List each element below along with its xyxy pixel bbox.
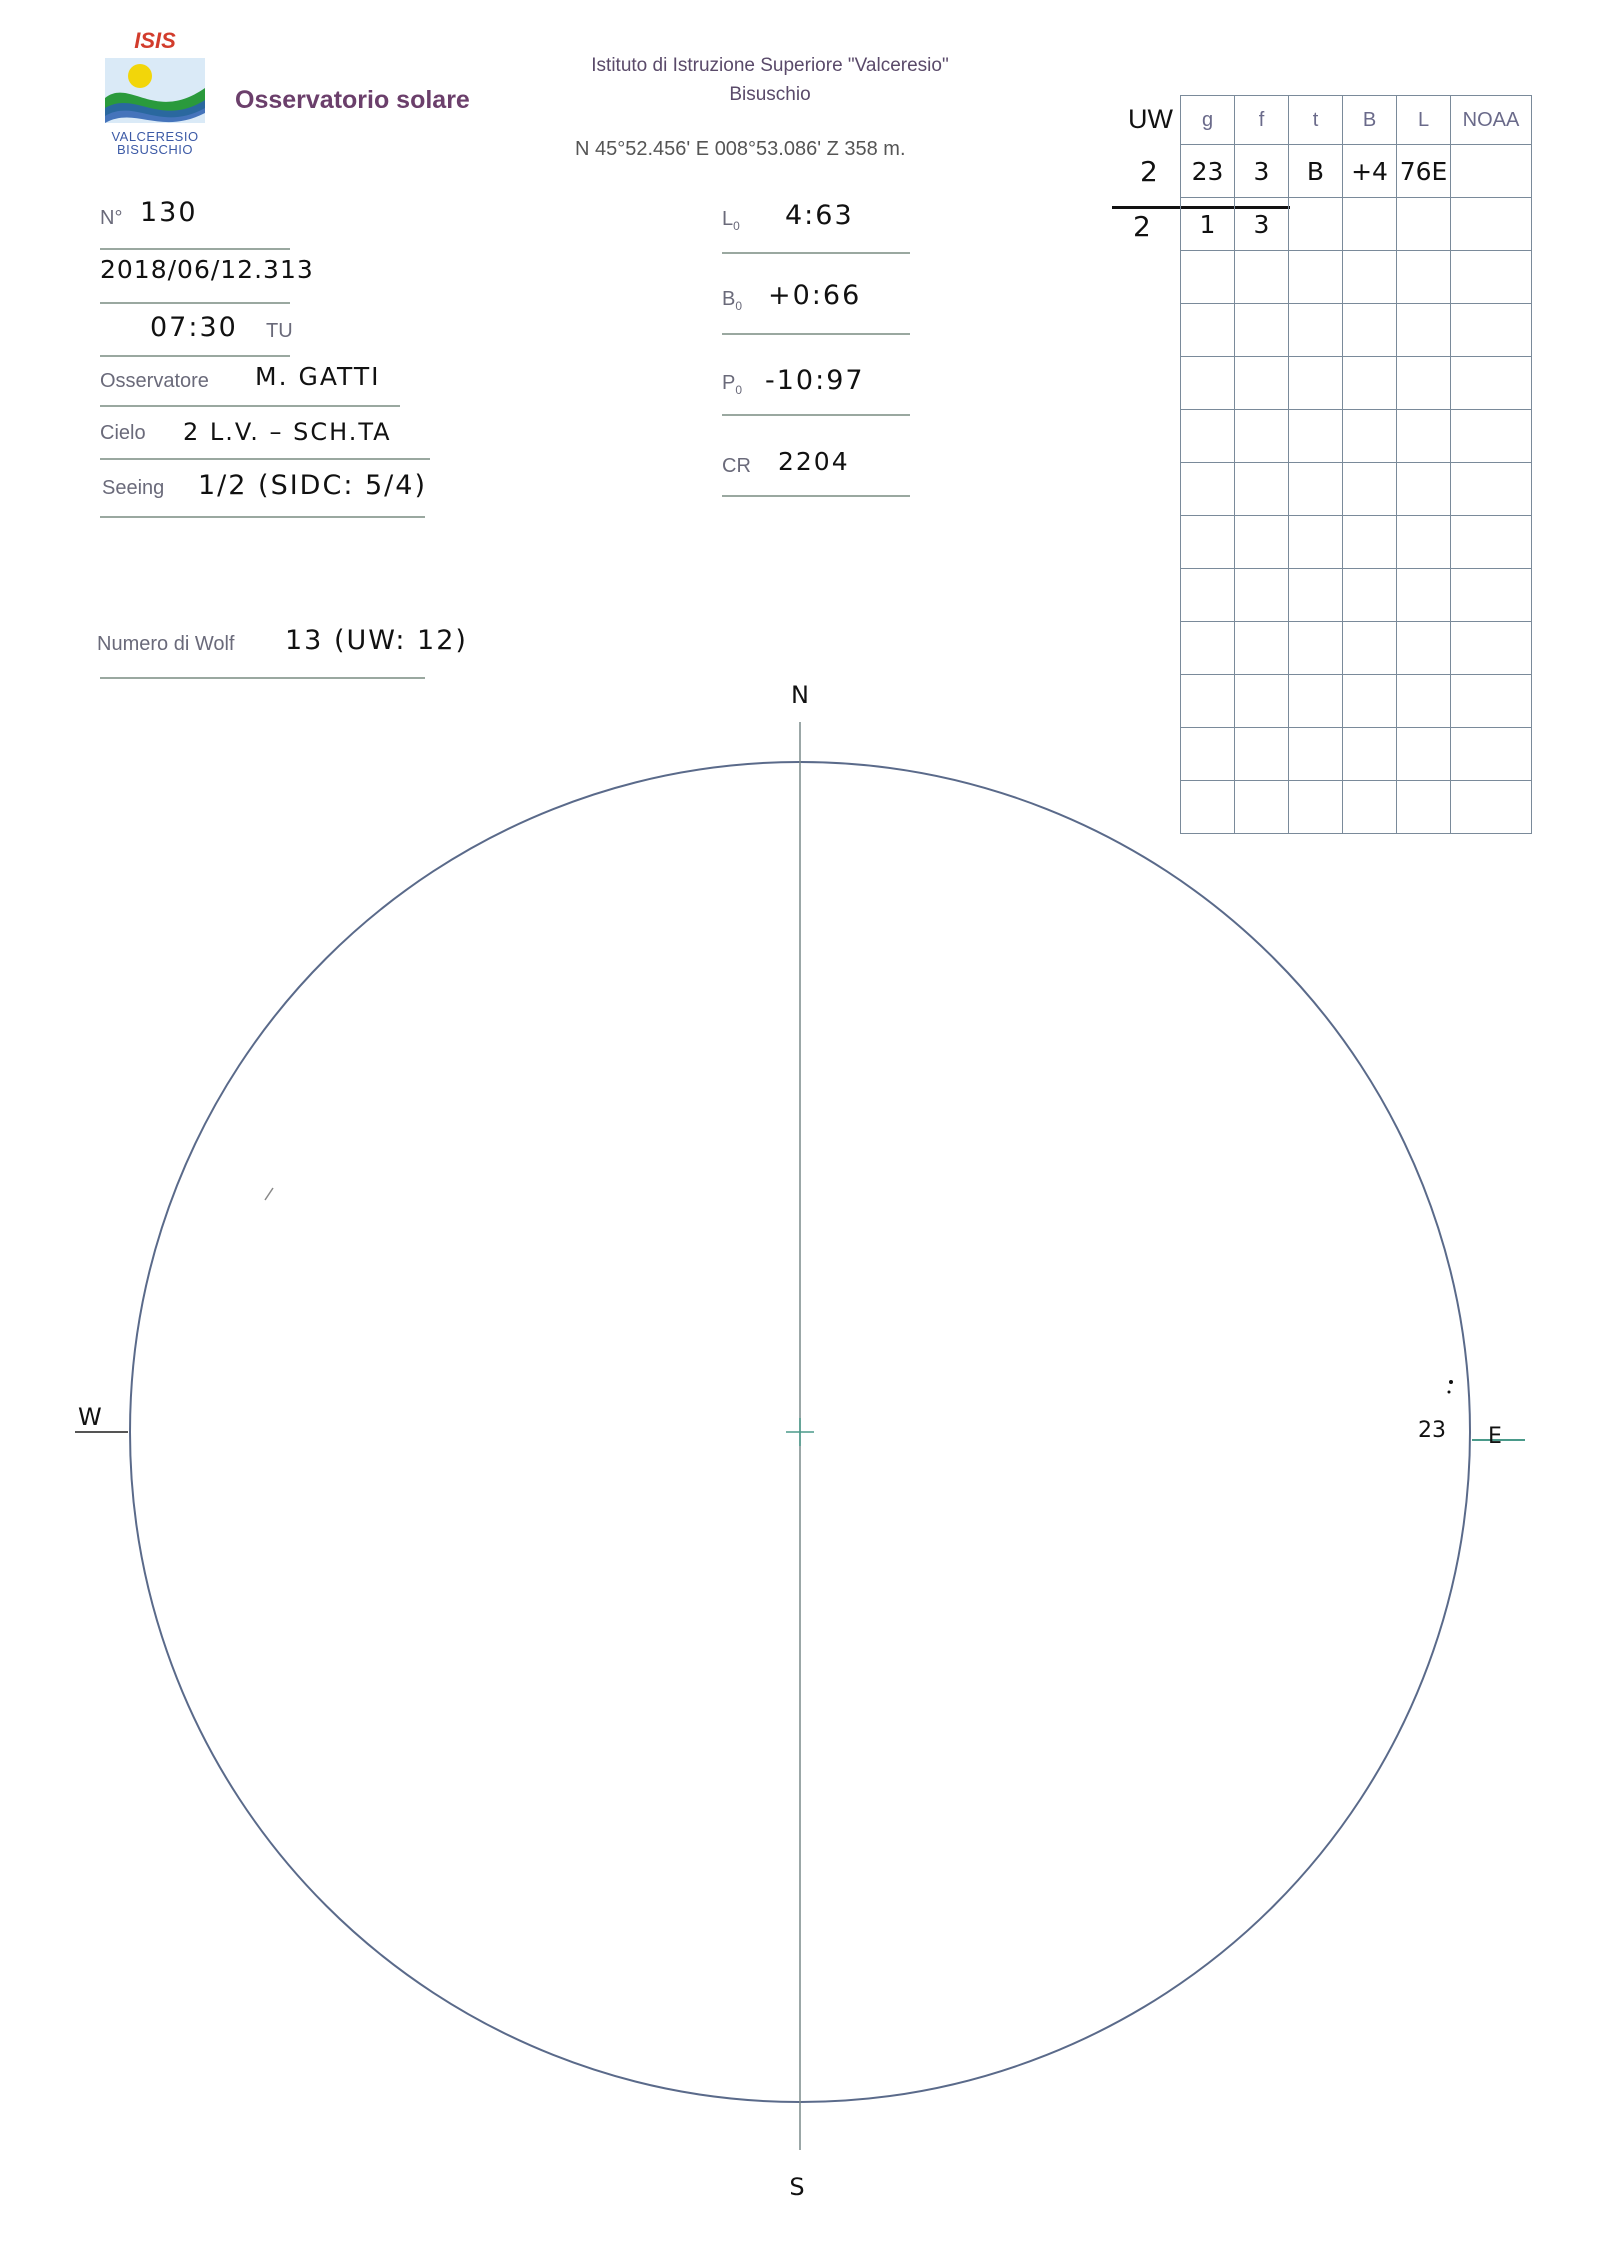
header-t: t — [1289, 96, 1343, 145]
institute-name: Istituto di Istruzione Superiore "Valceresio" — [591, 55, 949, 76]
cell-t: B — [1289, 145, 1343, 198]
date-value: 2018/06/12.313 — [100, 255, 314, 284]
group-label: 23 — [1418, 1418, 1446, 1443]
seeing-label: Seeing — [102, 477, 165, 499]
cell-f: 3 — [1235, 145, 1289, 198]
sunspot-dot — [1448, 1391, 1451, 1394]
wolf-label: Numero di Wolf — [97, 633, 235, 655]
sky-label: Cielo — [100, 422, 146, 444]
uw-value-2: 2 — [1133, 210, 1151, 243]
uw-label: UW — [1128, 104, 1173, 134]
header-f: f — [1235, 96, 1289, 145]
observer-value: M. GATTI — [255, 362, 381, 391]
number-value: 130 — [140, 197, 198, 228]
b0-label: $B_0$ — [722, 288, 743, 313]
header-g: g — [1181, 96, 1235, 145]
observatory-coordinates: N 45°52.456' E 008°53.086' Z 358 m. — [575, 138, 906, 160]
cell-l: 76E — [1397, 145, 1451, 198]
header-noaa: NOAA — [1451, 96, 1532, 145]
cr-label: CR — [722, 455, 751, 477]
l0-value: 4:63 — [785, 200, 854, 231]
logo-caption-line1: VALCERESIO — [111, 129, 199, 144]
cell-g: 1 — [1181, 198, 1235, 251]
uw-value-1: 2 — [1140, 155, 1158, 188]
observatory-title: Osservatorio solare — [235, 86, 470, 114]
l0-label: $L_0$ — [722, 208, 740, 233]
time-unit: TU — [266, 320, 293, 342]
logo-caption-line2: BISUSCHIO — [116, 142, 193, 157]
sunspot-dot — [1449, 1380, 1453, 1384]
header-b: B — [1343, 96, 1397, 145]
p0-label: $P_0$ — [722, 372, 743, 397]
sky-value: 2 L.V. – SCH.TA — [183, 418, 392, 446]
header-l: L — [1397, 96, 1451, 145]
institute-town: Bisuschio — [729, 84, 811, 105]
b0-value: +0:66 — [768, 280, 862, 311]
time-value: 07:30 — [150, 312, 238, 343]
number-label: N° — [100, 207, 123, 229]
cell-g: 23 — [1181, 145, 1235, 198]
logo-text: ISIS — [134, 28, 176, 53]
wolf-value: 13 (UW: 12) — [285, 625, 468, 656]
p0-value: -10:97 — [765, 365, 865, 396]
south-label: S — [789, 2173, 805, 2201]
north-label: N — [791, 681, 809, 709]
seeing-value: 1/2 (SIDC: 5/4) — [198, 470, 427, 501]
east-label: E — [1488, 1424, 1502, 1449]
cell-b: +4 — [1343, 145, 1397, 198]
west-label: W — [78, 1403, 102, 1431]
cr-value: 2204 — [778, 447, 850, 476]
cell-f: 3 — [1235, 198, 1289, 251]
observer-label: Osservatore — [100, 370, 209, 392]
stray-mark — [265, 1188, 273, 1200]
